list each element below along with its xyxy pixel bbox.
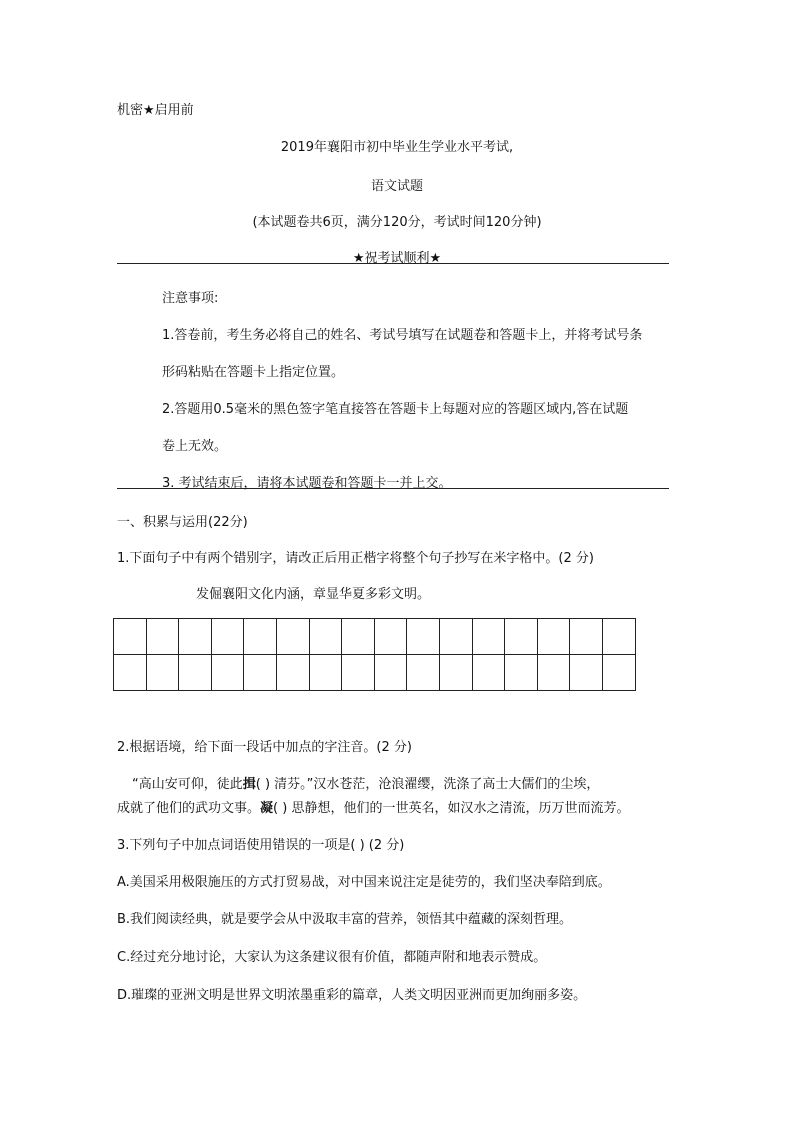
section-heading: 一、积累与运用(22分) (117, 515, 248, 530)
grid-cell[interactable] (602, 619, 635, 655)
divider-top (117, 263, 669, 264)
grid-cell[interactable] (472, 619, 505, 655)
note-item-1-cont: 形码粘贴在答题卡上指定位置。 (162, 365, 345, 380)
grid-cell[interactable] (179, 655, 212, 691)
note-item-3: 3. 考试结束后，请将本试题卷和答题卡一并上交。 (162, 476, 452, 491)
grid-cell[interactable] (276, 655, 309, 691)
grid-row (114, 619, 636, 655)
grid-cell[interactable] (146, 619, 179, 655)
blessing: ★祝考试顺利★ (352, 251, 442, 266)
question-1-sentence: 发倔襄阳文化内涵，章显华夏多彩文明。 (196, 587, 431, 602)
note-item-1: 1.答卷前，考生务必将自己的姓名、考试号填写在试题卷和答题卡上，并将考试号条 (162, 328, 643, 343)
grid-cell[interactable] (407, 655, 440, 691)
grid-cell[interactable] (309, 655, 342, 691)
grid-cell[interactable] (505, 619, 538, 655)
grid-cell[interactable] (505, 655, 538, 691)
grid-cell[interactable] (374, 655, 407, 691)
option-c: C.经过充分地讨论，大家认为这条建议很有价值，都随声附和地表示赞成。 (117, 950, 547, 965)
passage-text: ( ) 思静想，他们的一世英名，如汉水之清流，历万世而流芳。 (273, 801, 630, 816)
grid-cell[interactable] (244, 619, 277, 655)
grid-cell[interactable] (146, 655, 179, 691)
note-item-2: 2.答题用0.5毫米的黑色签字笔直接答在答题卡上每题对应的答题区域内,答在试题 (162, 402, 629, 417)
grid-cell[interactable] (570, 619, 603, 655)
grid-cell[interactable] (439, 619, 472, 655)
passage-text: “高山安可仰，徒此 (132, 777, 243, 792)
passage-text: 成就了他们的武功文事。 (117, 801, 261, 816)
grid-cell[interactable] (472, 655, 505, 691)
grid-cell[interactable] (602, 655, 635, 691)
grid-cell[interactable] (114, 655, 147, 691)
grid-cell[interactable] (309, 619, 342, 655)
writing-grid[interactable] (113, 618, 636, 691)
divider-bottom (117, 488, 669, 489)
confidential-label: 机密★启用前 (117, 103, 194, 118)
grid-cell[interactable] (407, 619, 440, 655)
option-b: B.我们阅读经典，就是要学会从中汲取丰富的营养，领悟其中蕴藏的深刻哲理。 (117, 912, 573, 927)
grid-cell[interactable] (276, 619, 309, 655)
option-d: D.璀璨的亚洲文明是世界文明浓墨重彩的篇章，人类文明因亚洲而更加绚丽多姿。 (117, 988, 587, 1003)
grid-cell[interactable] (537, 655, 570, 691)
question-3: 3.下列句子中加点词语使用错误的一项是( ) (2 分) (117, 838, 405, 853)
question-1: 1.下面句子中有两个错别字，请改正后用正楷字将整个句子抄写在米字格中。(2 分) (117, 551, 594, 566)
exam-info: (本试题卷共6页，满分120分，考试时间120分钟) (252, 215, 542, 230)
grid-cell[interactable] (374, 619, 407, 655)
grid-cell[interactable] (439, 655, 472, 691)
passage-text: ( ) 清芬。”汉水苍茫，沧浪濯缨，洗涤了高士大儒们的尘埃， (255, 777, 600, 792)
question-2-paragraph-line-2 (117, 797, 629, 816)
grid-cell[interactable] (211, 619, 244, 655)
grid-cell[interactable] (114, 619, 147, 655)
grid-cell[interactable] (537, 619, 570, 655)
grid-row (114, 655, 636, 691)
question-2-paragraph-line-1 (132, 773, 599, 792)
grid-cell[interactable] (244, 655, 277, 691)
option-a: A.美国采用极限施压的方式打贸易战，对中国来说注定是徒劳的，我们坚决奉陪到底。 (117, 875, 611, 890)
subject-title: 语文试题 (370, 179, 423, 194)
note-item-2-cont: 卷上无效。 (162, 439, 228, 454)
dotted-character: 揖 (242, 777, 256, 792)
exam-title: 2019年襄阳市初中毕业生学业水平考试, (280, 140, 514, 155)
grid-cell[interactable] (342, 619, 375, 655)
grid-cell[interactable] (570, 655, 603, 691)
notes-heading: 注意事项: (162, 291, 219, 306)
question-2: 2.根据语境，给下面一段话中加点的字注音。(2 分) (117, 740, 412, 755)
grid-cell[interactable] (179, 619, 212, 655)
grid-cell[interactable] (342, 655, 375, 691)
grid-cell[interactable] (211, 655, 244, 691)
dotted-character: 凝 (260, 801, 274, 816)
